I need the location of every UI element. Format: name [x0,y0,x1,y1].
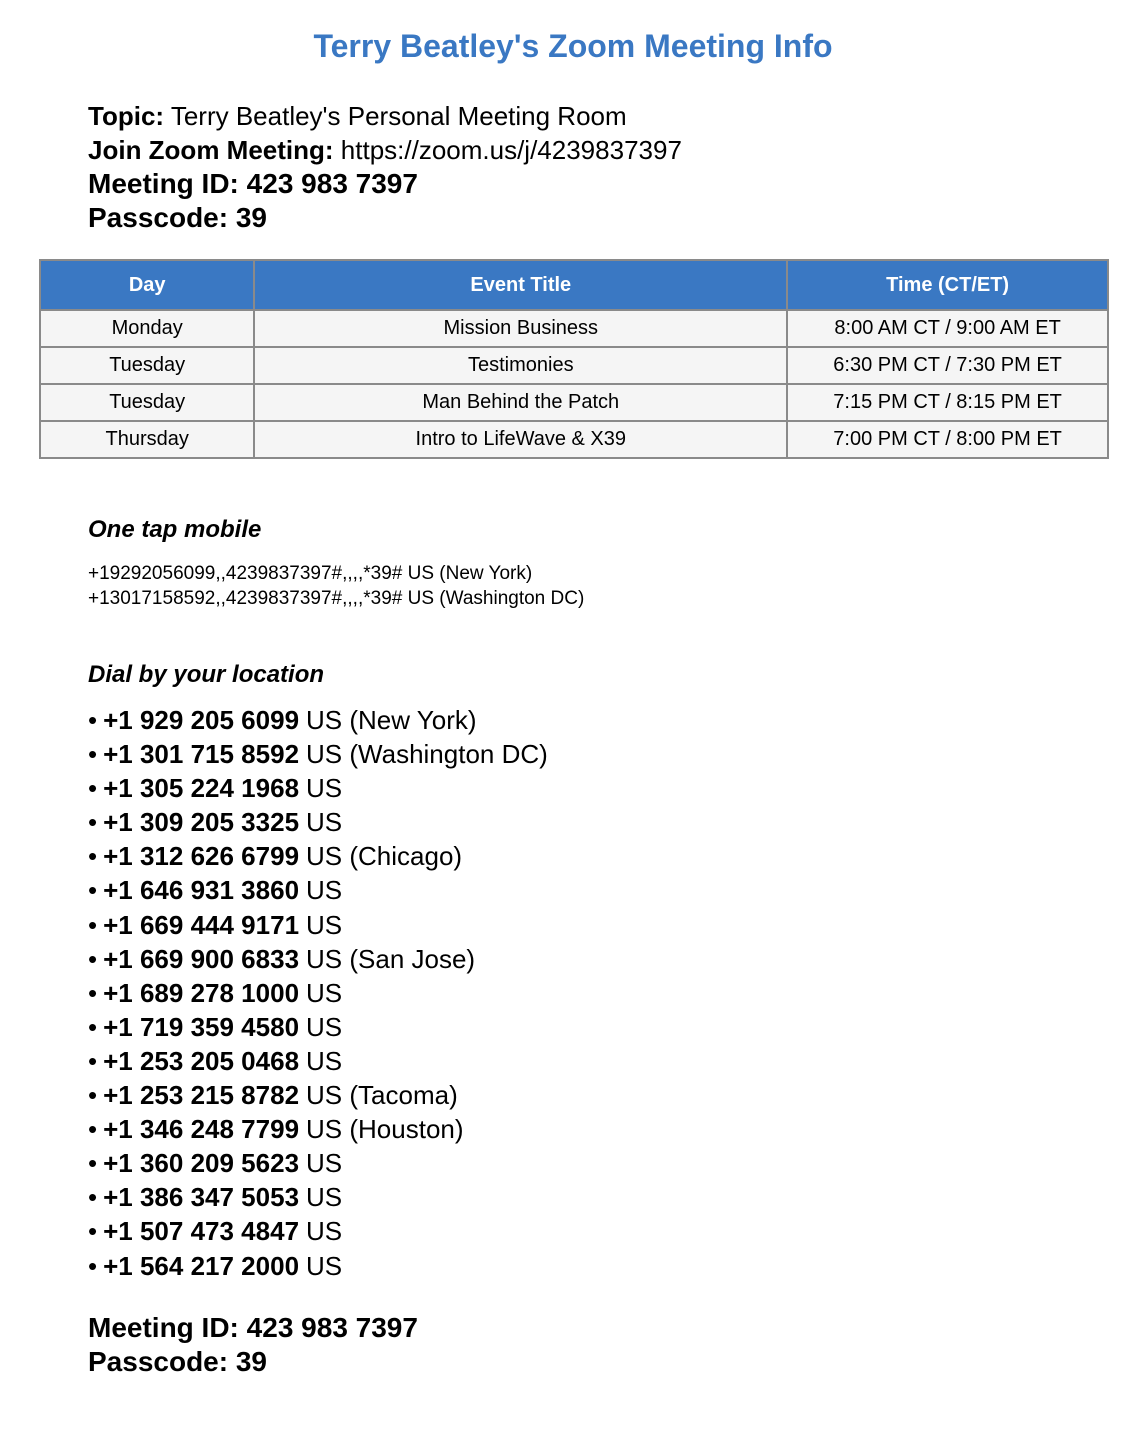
dial-location: US [306,1250,343,1281]
one-tap-line[interactable]: +19292056099,,4239837397#,,,,*39# US (New York) [88,563,533,584]
dial-number[interactable]: +1 305 224 1968 [103,773,300,804]
footer-meeting-id-value: 423 983 7397 [246,1312,418,1343]
list-item [88,1146,548,1180]
cell-time: 7:00 PM CT / 8:00 PM ET [787,421,1108,458]
bullet: • [88,1148,98,1179]
dial-location: US (New York) [306,705,477,735]
cell-day: Tuesday [40,384,254,421]
meeting-footer [88,1311,418,1379]
passcode-value: 39 [235,202,268,233]
dial-location: US [306,1182,343,1213]
bullet: • [88,1250,98,1281]
list-item [88,976,548,1010]
cell-event: Testimonies [254,347,787,384]
bullet: • [88,807,98,838]
list-item [88,1249,548,1283]
join-row [88,133,682,167]
footer-meeting-id-label: Meeting ID: [88,1312,239,1343]
cell-day: Monday [40,310,254,347]
dial-location: US (San Jose) [306,943,476,974]
dial-number[interactable]: +1 689 278 1000 [103,977,300,1008]
list-item [88,1112,548,1146]
dial-number[interactable]: +1 360 209 5623 [103,1148,300,1179]
dial-location: US [306,1011,343,1042]
cell-day: Tuesday [40,347,254,384]
join-link[interactable]: https://zoom.us/j/4239837397 [340,135,682,165]
passcode-label: Passcode: [88,202,229,233]
bullet: • [88,1114,98,1145]
dial-number[interactable]: +1 386 347 5053 [103,1182,300,1213]
list-item [88,703,548,737]
dial-location: US [306,1216,343,1247]
meeting-info [88,99,682,235]
one-tap-line[interactable]: +13017158592,,4239837397#,,,,*39# US (Washington DC) [88,588,585,609]
schedule-table [39,259,1109,459]
dial-heading: Dial by your location [88,661,325,688]
dial-location: US [306,977,343,1008]
footer-passcode-row [88,1345,418,1379]
bullet: • [88,705,98,735]
page-title: Terry Beatley's Zoom Meeting Info [313,28,833,64]
list-item [88,1214,548,1248]
meeting-id-label: Meeting ID: [88,168,239,199]
footer-passcode-label: Passcode: [88,1346,229,1377]
one-tap-list [88,561,584,611]
dial-number[interactable]: +1 301 715 8592 [103,739,300,770]
dial-location: US [306,909,343,940]
bullet: • [88,841,98,872]
table-header-row [40,260,1108,310]
cell-time: 6:30 PM CT / 7:30 PM ET [787,347,1108,384]
dial-location: US [306,1045,343,1076]
dial-number[interactable]: +1 646 931 3860 [103,875,300,906]
dial-location: US [306,875,343,906]
list-item [88,771,548,805]
dial-number[interactable]: +1 253 215 8782 [103,1080,300,1111]
dial-number[interactable]: +1 669 900 6833 [103,943,300,974]
bullet: • [88,943,98,974]
cell-day: Thursday [40,421,254,458]
header-day: Day [40,260,254,310]
bullet: • [88,1216,98,1247]
table-row [40,421,1108,458]
cell-time: 8:00 AM CT / 9:00 AM ET [787,310,1108,347]
bullet: • [88,739,98,770]
table-row [40,310,1108,347]
dial-number[interactable]: +1 669 444 9171 [103,909,300,940]
bullet: • [88,1080,98,1111]
dial-location: US (Washington DC) [306,739,548,770]
dial-number[interactable]: +1 312 626 6799 [103,841,300,872]
table-row [40,347,1108,384]
one-tap-heading: One tap mobile [88,516,262,543]
dial-location: US (Tacoma) [306,1080,458,1111]
dial-number[interactable]: +1 253 205 0468 [103,1045,300,1076]
footer-meeting-id-row [88,1311,418,1345]
table-row [40,384,1108,421]
bullet: • [88,875,98,906]
cell-event: Intro to LifeWave & X39 [254,421,787,458]
dial-location: US [306,807,343,838]
dial-number[interactable]: +1 929 205 6099 [103,705,300,735]
footer-passcode-value: 39 [235,1346,268,1377]
bullet: • [88,773,98,804]
bullet: • [88,977,98,1008]
list-item [88,1180,548,1214]
dial-list [88,703,548,1283]
dial-number[interactable]: +1 507 473 4847 [103,1216,300,1247]
list-item [88,805,548,839]
join-label: Join Zoom Meeting: [88,135,334,165]
cell-event: Man Behind the Patch [254,384,787,421]
list-item [88,1078,548,1112]
list-item [88,1044,548,1078]
list-item [88,873,548,907]
list-item [88,1010,548,1044]
dial-number[interactable]: +1 719 359 4580 [103,1011,300,1042]
topic-row [88,99,682,133]
list-item [88,942,548,976]
bullet: • [88,1182,98,1213]
topic-value: Terry Beatley's Personal Meeting Room [170,101,627,131]
cell-time: 7:15 PM CT / 8:15 PM ET [787,384,1108,421]
header-time: Time (CT/ET) [787,260,1108,310]
bullet: • [88,909,98,940]
meeting-id-value: 423 983 7397 [246,168,418,199]
bullet: • [88,1045,98,1076]
passcode-row [88,201,682,235]
meeting-id-row [88,167,682,201]
dial-location: US (Houston) [306,1114,464,1145]
dial-number[interactable]: +1 346 248 7799 [103,1114,300,1145]
list-item [88,839,548,873]
cell-event: Mission Business [254,310,787,347]
dial-number[interactable]: +1 309 205 3325 [103,807,300,838]
dial-location: US [306,1148,343,1179]
bullet: • [88,1011,98,1042]
header-event-title: Event Title [254,260,787,310]
topic-label: Topic: [88,101,165,131]
list-item [88,737,548,771]
dial-location: US (Chicago) [306,841,463,872]
list-item [88,908,548,942]
dial-number[interactable]: +1 564 217 2000 [103,1250,300,1281]
dial-location: US [306,773,343,804]
